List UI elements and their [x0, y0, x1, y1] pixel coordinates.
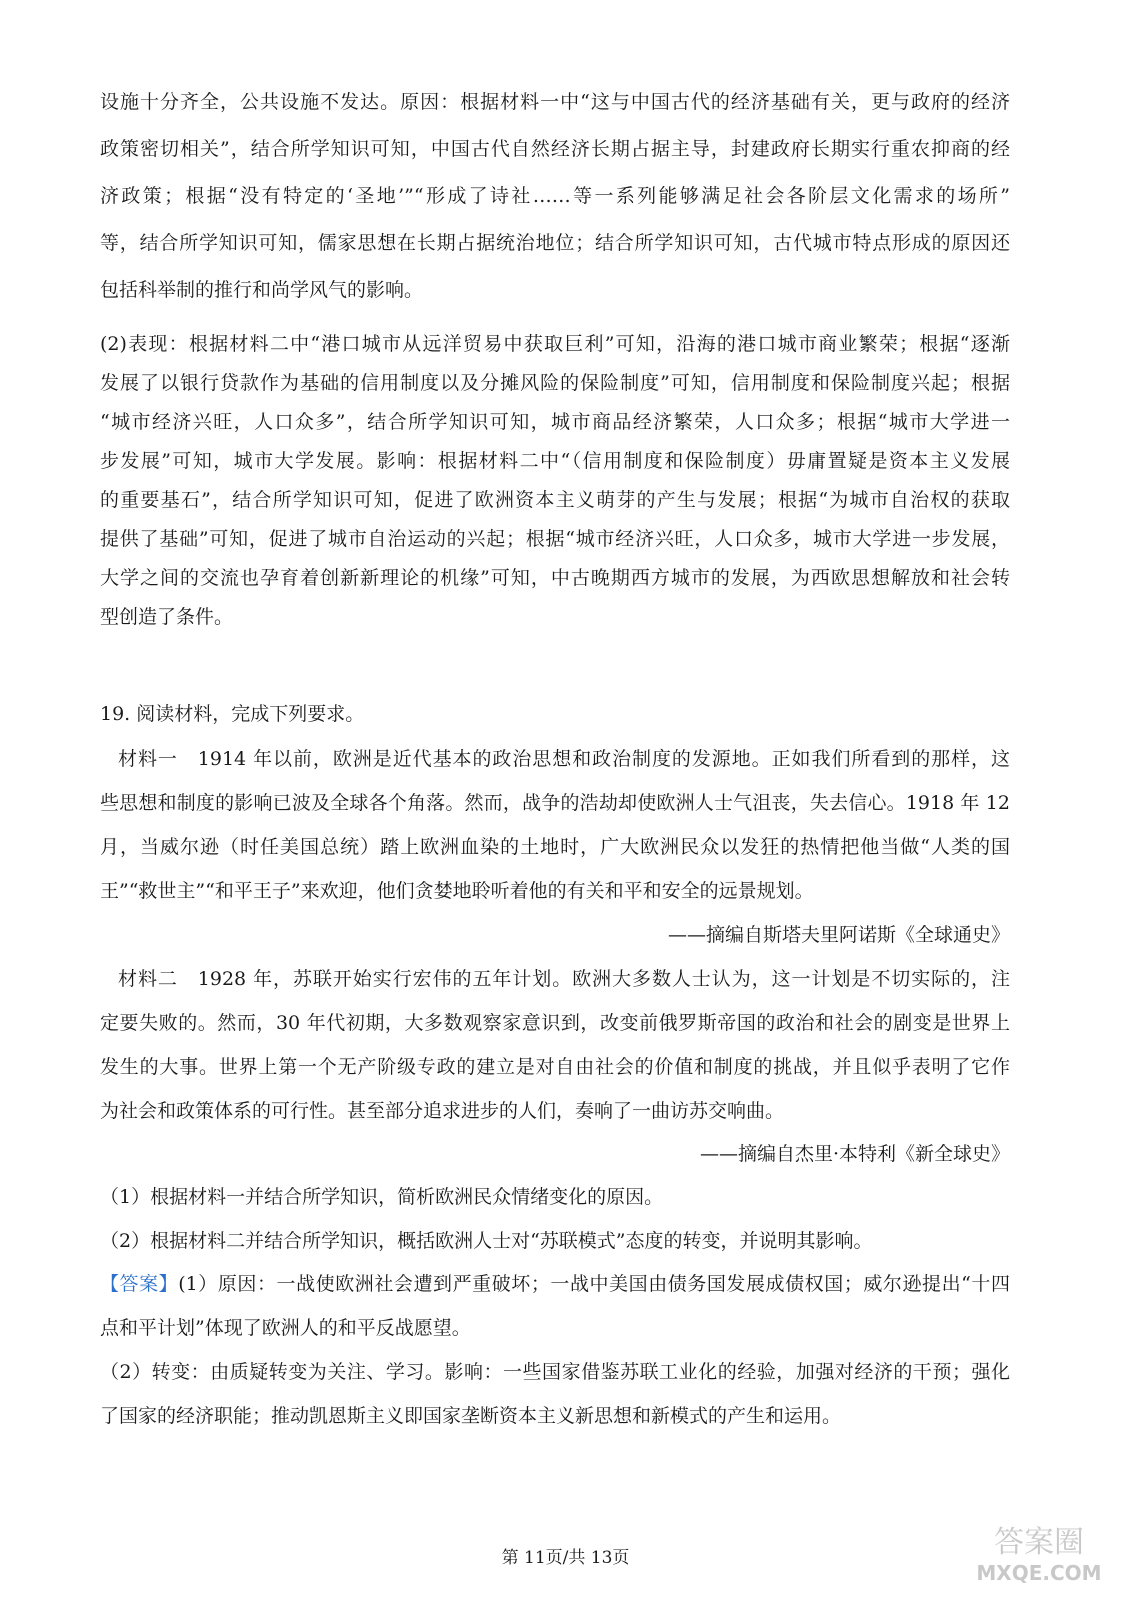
text-line: 发展了以银行贷款作为基础的信用制度以及分摊风险的保险制度”可知，信用制度和保险制度兴起；根据	[100, 372, 1010, 394]
text-line: 提供了基础”可知，促进了城市自治运动的兴起；根据“城市经济兴旺，人口众多，城市大学进一步发展，	[100, 528, 1010, 550]
text-line: 材料二 1928 年，苏联开始实行宏伟的五年计划。欧洲大多数人士认为，这一计划是不切实际的，注	[118, 968, 1010, 990]
requirement-1: （1）根据材料一并结合所学知识，简析欧洲民众情绪变化的原因。	[100, 1186, 664, 1208]
text-line: 政策密切相关”，结合所学知识可知，中国古代自然经济长期占据主导，封建政府长期实行重农抑商的经	[100, 138, 1010, 160]
answer-text: (1）原因：一战使欧洲社会遭到严重破坏；一战中美国由债务国发展成债权国；威尔逊提出“十四	[178, 1273, 1010, 1295]
answer-tag: 【答案】	[100, 1273, 179, 1295]
material-2-source: ——摘编自杰里·本特利《新全球史》	[699, 1143, 1010, 1165]
text-line: 为社会和政策体系的可行性。甚至部分追求进步的人们，奏响了一曲访苏交响曲。	[100, 1100, 785, 1122]
watermark-graphic	[969, 1518, 1109, 1588]
material-1-source: ——摘编自斯塔夫里阿诺斯《全球通史》	[667, 924, 1010, 946]
text-line: 月，当威尔逊（时任美国总统）踏上欧洲血染的土地时，广大欧洲民众以发狂的热情把他当做“人类的国	[100, 836, 1010, 858]
requirement-2: （2）根据材料二并结合所学知识，概括欧洲人士对“苏联模式”态度的转变，并说明其影响。	[100, 1230, 873, 1252]
text-line: 型创造了条件。	[100, 606, 234, 628]
text-line: 包括科举制的推行和尚学风气的影响。	[100, 279, 424, 301]
text-line: 大学之间的交流也孕育着创新新理论的机缘”可知，中古晚期西方城市的发展，为西欧思想解放和社会转	[100, 567, 1010, 589]
text-line: 定要失败的。然而，30 年代初期，大多数观察家意识到，改变前俄罗斯帝国的政治和社会的剧变是世界上	[100, 1012, 1010, 1034]
answer-line	[100, 1270, 1010, 1298]
question-title: 19. 阅读材料，完成下列要求。	[100, 703, 365, 725]
text-line: 的重要基石”，结合所学知识可知，促进了欧洲资本主义萌芽的产生与发展；根据“为城市自治权的获取	[100, 489, 1010, 511]
text-line: 王”“救世主”“和平王子”来欢迎，他们贪婪地聆听着他的有关和平和安全的远景规划。	[100, 880, 814, 902]
text-line: 设施十分齐全，公共设施不发达。原因：根据材料一中“这与中国古代的经济基础有关，更与政府的经济	[100, 91, 1010, 113]
answer-line: 了国家的经济职能；推动凯恩斯主义即国家垄断资本主义新思想和新模式的产生和运用。	[100, 1405, 842, 1427]
watermark-top: 答案圈	[994, 1525, 1084, 1560]
answer-line: （2）转变：由质疑转变为关注、学习。影响：一些国家借鉴苏联工业化的经验，加强对经济的干预；强化	[100, 1361, 1010, 1383]
text-line: 发生的大事。世界上第一个无产阶级专政的建立是对自由社会的价值和制度的挑战，并且似乎表明了它作	[100, 1056, 1010, 1078]
text-line: (2)表现：根据材料二中“港口城市从远洋贸易中获取巨利”可知，沿海的港口城市商业繁荣；根据“逐渐	[100, 333, 1010, 355]
text-line: 步发展”可知，城市大学发展。影响：根据材料二中“（信用制度和保险制度）毋庸置疑是资本主义发展	[100, 450, 1010, 472]
text-line: 材料一 1914 年以前，欧洲是近代基本的政治思想和政治制度的发源地。正如我们所看到的那样，这	[118, 748, 1010, 770]
watermark-logo	[969, 1518, 1109, 1588]
page-number: 第 11页/共 13页	[501, 1548, 630, 1568]
text-line: “城市经济兴旺，人口众多”，结合所学知识可知，城市商品经济繁荣，人口众多；根据“城市大学进一	[100, 411, 1010, 433]
text-line: 些思想和制度的影响已波及全球各个角落。然而，战争的浩劫却使欧洲人士气沮丧，失去信心。1918 年 12	[100, 792, 1010, 814]
answer-line: 点和平计划”体现了欧洲人的和平反战愿望。	[100, 1317, 471, 1339]
text-line: 等，结合所学知识可知，儒家思想在长期占据统治地位；结合所学知识可知，古代城市特点形成的原因还	[100, 232, 1010, 254]
watermark-bottom: MXQE.COM	[976, 1561, 1102, 1585]
text-line: 济政策；根据“没有特定的‘圣地’”“形成了诗社……等一系列能够满足社会各阶层文化需求的场所”	[100, 185, 1010, 207]
